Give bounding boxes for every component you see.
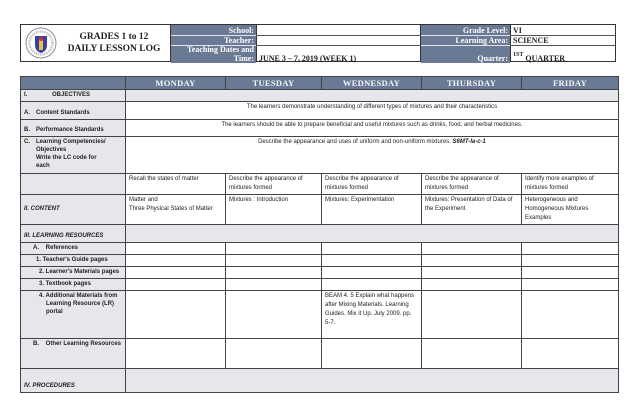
teacher-label: Teacher:	[171, 36, 256, 46]
learning-competencies-row	[21, 137, 619, 174]
lm-tuesday[interactable]	[226, 267, 322, 279]
content-thursday[interactable]: Mixtures: Presentation of Data of the Experiment	[422, 195, 522, 225]
tg-monday[interactable]	[126, 255, 226, 267]
lc-label-line2: Objectives	[36, 147, 67, 153]
learning-resources-row	[21, 225, 619, 243]
content-label: II. CONTENT	[21, 195, 126, 225]
lm-wednesday[interactable]	[322, 267, 422, 279]
teacher-field[interactable]	[256, 36, 420, 46]
content-tuesday[interactable]: Mixtures : Introduction	[226, 195, 322, 225]
day-header-friday: FRIDAY	[522, 77, 619, 90]
performance-standards-letter: B.	[24, 127, 30, 133]
grade-level-field[interactable]: VI	[510, 25, 615, 36]
other-wednesday[interactable]	[322, 339, 422, 369]
other-friday[interactable]	[522, 339, 619, 369]
learning-resources-spacer	[126, 225, 619, 243]
other-tuesday[interactable]	[226, 339, 322, 369]
additional-tuesday[interactable]	[226, 291, 322, 339]
additional-wednesday[interactable]: BEAM 4. 5 Explain what happens after Mixing Materials. Learning Guides. Mix it Up. July 2009. pp. 5-7.	[322, 291, 422, 339]
lc-label-line4: each	[36, 163, 50, 169]
learning-resources-label: III. LEARNING RESOURCES	[21, 225, 126, 243]
lm-monday[interactable]	[126, 267, 226, 279]
header-title-box	[20, 24, 171, 62]
references-row	[21, 243, 619, 255]
quarter-label: Quarter:	[421, 46, 510, 63]
content-standards-letter: A.	[24, 110, 30, 116]
other-monday[interactable]	[126, 339, 226, 369]
lc-description: Describe the appearance and uses of uniform and non-uniform mixtures.	[258, 139, 451, 145]
objective-monday[interactable]: Recall the states of matter	[126, 174, 226, 195]
day-header-monday: MONDAY	[126, 77, 226, 90]
daily-objectives-label	[21, 174, 126, 195]
school-label: School:	[171, 25, 256, 36]
quarter-ordinal: 1ST	[513, 52, 524, 58]
objectives-label	[21, 90, 126, 102]
tg-tuesday[interactable]	[226, 255, 322, 267]
objectives-title: OBJECTIVES	[52, 92, 91, 98]
references-tuesday[interactable]	[226, 243, 322, 255]
textbook-row	[21, 279, 619, 291]
lc-label-line1: Learning Competencies/	[36, 139, 106, 145]
objective-wednesday[interactable]: Describe the appearance of mixtures formed	[322, 174, 422, 195]
procedures-label: IV. PROCEDURES	[21, 369, 126, 393]
learners-materials-row	[21, 267, 619, 279]
teachers-guide-row	[21, 255, 619, 267]
tg-thursday[interactable]	[422, 255, 522, 267]
objective-friday[interactable]: Identify more examples of mixtures formed	[522, 174, 619, 195]
header-left-labels	[170, 24, 257, 62]
header-left-values	[256, 24, 421, 62]
performance-standards-label	[21, 120, 126, 137]
learning-competencies-letter: C.	[24, 139, 30, 145]
learning-area-field[interactable]: SCIENCE	[510, 36, 615, 46]
grade-level-label: Grade Level:	[421, 25, 510, 36]
additional-label-line2: Learning Resource (LR)	[46, 301, 115, 307]
textbook-label: 3. Textbook pages	[21, 279, 126, 291]
learning-area-label: Learning Area:	[421, 36, 510, 46]
title-line-1: GRADES 1 to 12	[79, 32, 149, 42]
lm-thursday[interactable]	[422, 267, 522, 279]
corner-header-cell	[21, 77, 126, 90]
tg-wednesday[interactable]	[322, 255, 422, 267]
references-friday[interactable]	[522, 243, 619, 255]
performance-standards-row	[21, 120, 619, 137]
additional-label-line1: 4. Additional Materials from	[39, 293, 118, 299]
quarter-field[interactable]	[510, 46, 615, 63]
procedures-spacer	[126, 369, 619, 393]
additional-materials-label	[21, 291, 126, 339]
additional-label-line3: portal	[46, 309, 63, 315]
daily-objectives-row	[21, 174, 619, 195]
content-standards-text[interactable]: The learners demonstrate understanding of different types of mixtures and their characteristics	[126, 102, 619, 120]
content-friday[interactable]: Heterogeneous and Homogeneous Mixtures Examples	[522, 195, 619, 225]
additional-monday[interactable]	[126, 291, 226, 339]
content-monday-line2: Three Physical States of Matter	[129, 206, 213, 212]
additional-friday[interactable]	[522, 291, 619, 339]
day-header-tuesday: TUESDAY	[226, 77, 322, 90]
objective-tuesday[interactable]: Describe the appearance of mixtures formed	[226, 174, 322, 195]
teaching-dates-label-line2: Time:	[233, 54, 254, 63]
references-monday[interactable]	[126, 243, 226, 255]
other-resources-row	[21, 339, 619, 369]
tb-wednesday[interactable]	[322, 279, 422, 291]
other-thursday[interactable]	[422, 339, 522, 369]
learning-competencies-label	[21, 137, 126, 174]
additional-materials-row	[21, 291, 619, 339]
objective-thursday[interactable]: Describe the appearance of mixtures formed	[422, 174, 522, 195]
content-row	[21, 195, 619, 225]
quarter-text: QUARTER	[525, 54, 566, 63]
teaching-dates-label	[171, 46, 256, 63]
teaching-dates-label-line1: Teaching Dates and	[187, 45, 254, 54]
other-resources-label: B. Other Learning Resources	[21, 339, 126, 369]
objectives-number: I.	[24, 92, 28, 98]
lc-code: S6MT-Ia-c-1	[452, 139, 486, 145]
objectives-spacer	[126, 90, 619, 102]
day-header-thursday: THURSDAY	[422, 77, 522, 90]
day-header-wednesday: WEDNESDAY	[322, 77, 422, 90]
objectives-row	[21, 90, 619, 102]
content-wednesday[interactable]: Mixtures: Experimentation	[322, 195, 422, 225]
tb-thursday[interactable]	[422, 279, 522, 291]
performance-standards-title: Performance Standards	[36, 127, 104, 133]
tb-friday[interactable]	[522, 279, 619, 291]
performance-standards-text[interactable]: The learners should be able to prepare beneficial and useful mixtures such as drinks, food, and herbal medicines.	[126, 120, 619, 137]
references-wednesday[interactable]	[322, 243, 422, 255]
learning-competencies-text[interactable]	[126, 137, 619, 174]
tb-tuesday[interactable]	[226, 279, 322, 291]
learners-materials-label: 2. Learner's Materials pages	[21, 267, 126, 279]
days-header-row	[21, 77, 619, 90]
references-thursday[interactable]	[422, 243, 522, 255]
school-field[interactable]	[256, 25, 420, 36]
daily-lesson-log-table	[20, 76, 619, 393]
tb-monday[interactable]	[126, 279, 226, 291]
content-standards-row	[21, 102, 619, 120]
teaching-dates-field[interactable]: JUNE 3 – 7, 2019 (WEEK 1)	[259, 54, 357, 63]
content-standards-title: Content Standards	[36, 110, 90, 116]
content-monday[interactable]	[126, 195, 226, 225]
title-line-2: DAILY LESSON LOG	[67, 44, 161, 54]
tg-friday[interactable]	[522, 255, 619, 267]
procedures-row	[21, 369, 619, 393]
content-standards-label	[21, 102, 126, 120]
content-monday-line1: Matter and	[129, 197, 158, 203]
lc-label-line3: Write the LC code for	[36, 155, 97, 161]
page-title	[59, 31, 169, 55]
additional-thursday[interactable]	[422, 291, 522, 339]
deped-seal-icon	[25, 27, 57, 59]
header-right-labels	[420, 24, 511, 62]
teachers-guide-label: 1. Teacher's Guide pages	[21, 255, 126, 267]
references-label: A. References	[21, 243, 126, 255]
header-right-values	[510, 24, 616, 62]
lm-friday[interactable]	[522, 267, 619, 279]
